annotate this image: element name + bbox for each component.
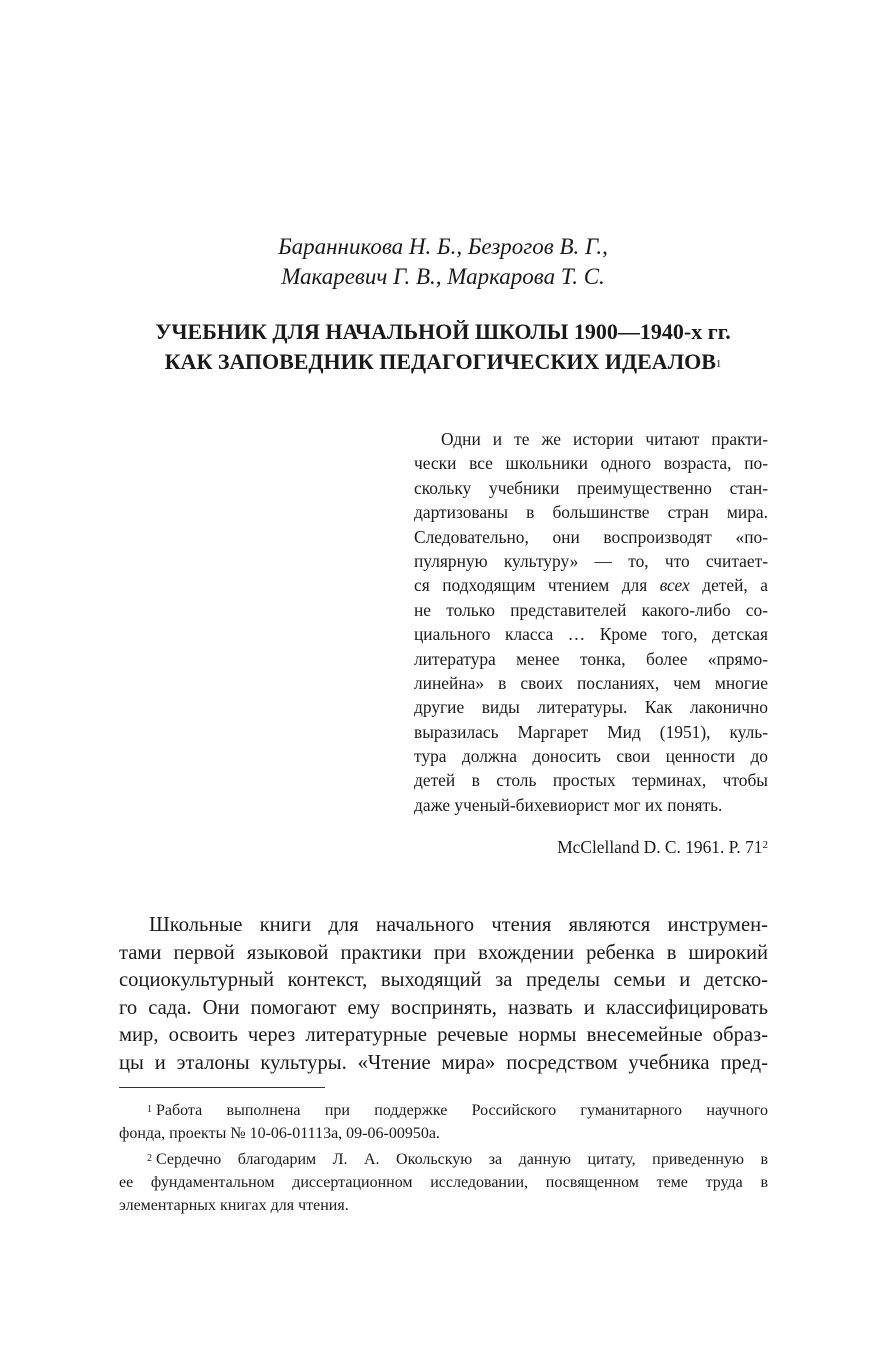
epigraph-line-7-before: ся подходящим чтением для bbox=[414, 575, 660, 596]
body-line: социокультурный контекст, выходящий за пределы семьи и детско- bbox=[119, 969, 768, 992]
footnotes bbox=[119, 1099, 768, 1217]
epigraph-emphasis: всех bbox=[659, 575, 690, 596]
title-line-2 bbox=[0, 347, 886, 377]
epigraph-line-7-after: детей, а bbox=[689, 575, 768, 596]
epigraph-line: чески все школьники одного возраста, по- bbox=[414, 453, 768, 474]
body-line: Школьные книги для начального чтения являются инструмен- bbox=[149, 914, 768, 936]
footnote-line: фонда, проекты № 10-06-01113а, 09-06-00950а. bbox=[119, 1125, 440, 1142]
title-footnote-ref: 1 bbox=[715, 358, 722, 370]
epigraph-line: циального класса … Кроме того, детская bbox=[414, 624, 768, 645]
body-line: тами первой языковой практики при вхождении ребенка в широкий bbox=[119, 941, 768, 964]
footnote-2 bbox=[119, 1148, 768, 1217]
footnote-line: элементарных книгах для чтения. bbox=[119, 1197, 349, 1214]
article-title bbox=[0, 317, 886, 377]
title-line-1: УЧЕБНИК ДЛЯ НАЧАЛЬНОЙ ШКОЛЫ 1900—1940-х гг. bbox=[155, 319, 731, 344]
footnote-marker: 2 bbox=[147, 1153, 152, 1164]
epigraph-line: другие виды литературы. Как лаконично bbox=[414, 697, 768, 718]
epigraph-line: пулярную культуру» — то, что считает- bbox=[414, 550, 768, 571]
body-paragraph bbox=[119, 912, 768, 1078]
epigraph bbox=[414, 427, 768, 817]
epigraph-line: скольку учебники преимущественно стан- bbox=[414, 477, 768, 498]
footnote-1 bbox=[119, 1099, 768, 1145]
body-line: го сада. Они помогают ему воспринять, назвать и классифицировать bbox=[119, 996, 768, 1019]
body-line: мир, освоить через литературные речевые нормы внесемейные образ- bbox=[119, 1024, 768, 1047]
epigraph-line: литература менее тонка, более «прямо- bbox=[414, 648, 768, 669]
epigraph-line: детей в столь простых терминах, чтобы bbox=[414, 770, 768, 791]
authors-line-1: Баранникова Н. Б., Безрогов В. Г., bbox=[278, 234, 608, 259]
epigraph-line: даже ученый-бихевиорист мог их понять. bbox=[414, 794, 723, 815]
epigraph-line: Следовательно, они воспроизводят «по- bbox=[414, 526, 768, 547]
epigraph-line: не только представителей какого-либо со- bbox=[414, 599, 768, 620]
epigraph-line: линейна» в своих посланиях, чем многие bbox=[414, 672, 768, 693]
epigraph-line: дартизованы в большинстве стран мира. bbox=[414, 502, 768, 523]
epigraph-line: Одни и те же истории читают практи- bbox=[441, 429, 768, 449]
authors bbox=[0, 232, 886, 292]
footnote-line: ее фундаментальном диссертационном исследовании, посвященном теме труда в bbox=[119, 1174, 768, 1191]
epigraph-line: тура должна доносить свои ценности до bbox=[414, 746, 768, 767]
authors-line-2: Макаревич Г. В., Маркарова Т. С. bbox=[281, 264, 605, 289]
footnote-marker: 1 bbox=[147, 1104, 152, 1115]
body-line: цы и эталоны культуры. «Чтение мира» посредством учебника пред- bbox=[119, 1051, 768, 1074]
title-line-2-text: КАК ЗАПОВЕДНИК ПЕДАГОГИЧЕСКИХ ИДЕАЛОВ bbox=[164, 349, 716, 374]
footnote-text: Работа выполнена при поддержке Российского гуманитарного научного bbox=[156, 1102, 768, 1119]
epigraph-line bbox=[414, 573, 768, 597]
epigraph-line: выразилась Маргарет Мид (1951), куль- bbox=[414, 721, 768, 742]
footnote-line bbox=[119, 1099, 768, 1122]
epigraph-source-text: McClelland D. C. 1961. P. 71 bbox=[557, 837, 763, 857]
footnote-divider bbox=[119, 1087, 325, 1088]
epigraph-source bbox=[414, 835, 768, 859]
footnote-text: Сердечно благодарим Л. А. Окольскую за данную цитату, приведенную в bbox=[156, 1151, 768, 1168]
epigraph-source-ref: 2 bbox=[762, 839, 768, 851]
footnote-line bbox=[119, 1148, 768, 1171]
